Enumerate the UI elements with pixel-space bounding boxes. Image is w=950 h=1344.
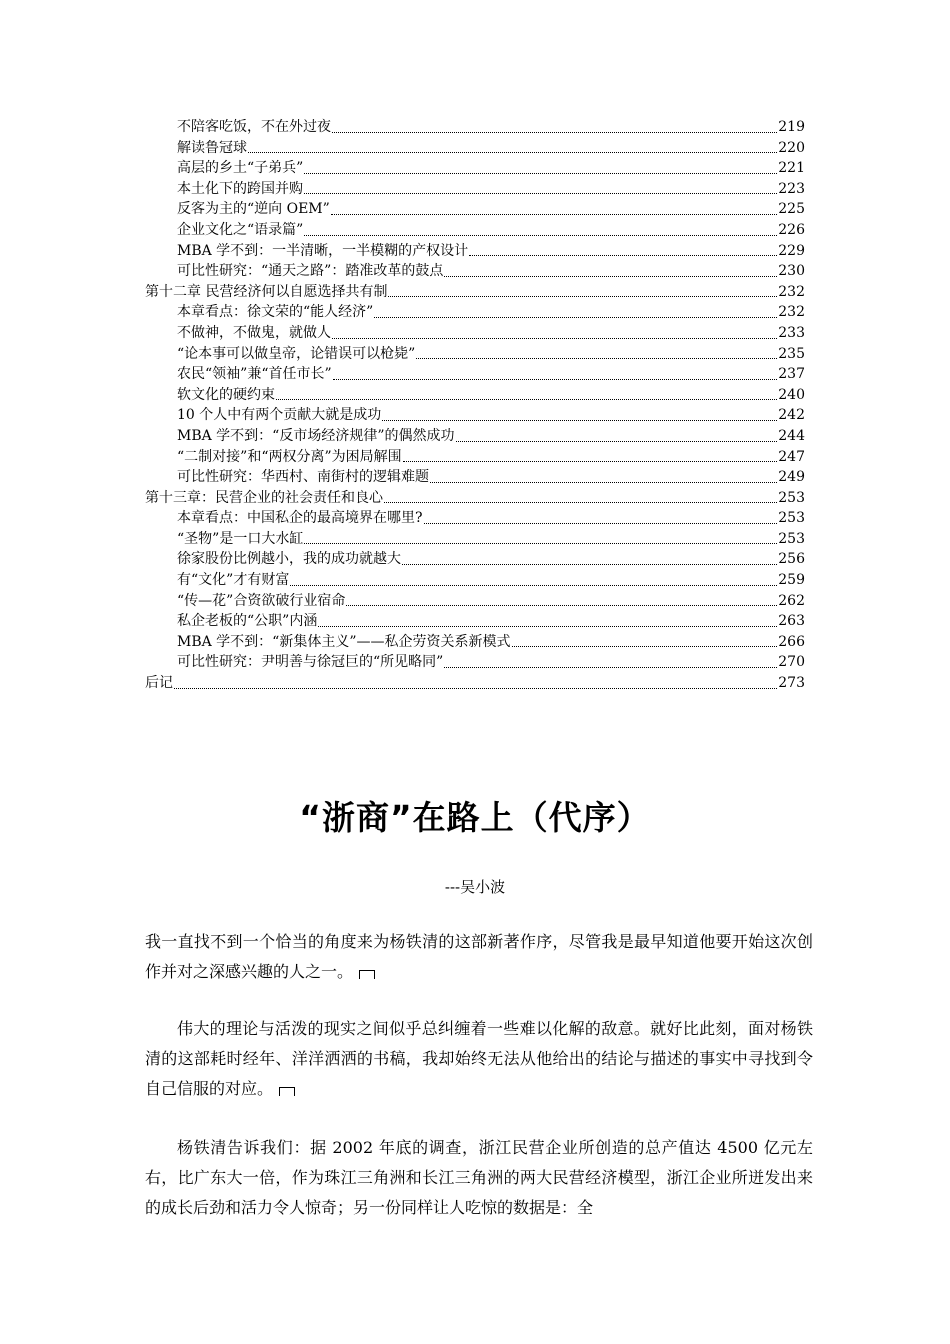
toc-entry[interactable] — [145, 138, 805, 159]
toc-entry-page: 273 — [778, 675, 805, 692]
toc-dot-leader — [318, 626, 777, 627]
toc-entry-page: 242 — [778, 407, 805, 424]
toc-dot-leader — [424, 523, 778, 524]
toc-dot-leader — [331, 214, 777, 215]
toc-dot-leader — [332, 132, 777, 133]
preface-title: “浙商”在路上（代序） — [299, 798, 651, 837]
toc-entry[interactable] — [145, 632, 805, 653]
toc-entry-title: 农民“领袖”兼“首任市长” — [177, 366, 332, 383]
toc-entry[interactable] — [145, 611, 805, 632]
toc-entry-page: 247 — [778, 448, 805, 465]
toc-entry[interactable] — [145, 467, 805, 488]
toc-entry-page: 240 — [778, 386, 805, 403]
toc-entry[interactable] — [145, 405, 805, 426]
preface-paragraph-2 — [145, 1014, 813, 1104]
footnote-marker-icon[interactable] — [359, 970, 375, 979]
toc-entry-title: 软文化的硬约束 — [177, 386, 275, 403]
toc-entry[interactable] — [145, 447, 805, 468]
paragraph-text: 伟大的理论与活泼的现实之间似乎总纠缠着一些难以化解的敌意。就好比此刻，面对杨铁清的这部耗时经年、洋洋洒洒的书稿，我却始终无法从他给出的结论与描述的事实中寻找到令自己信服的对应。 — [145, 1019, 813, 1098]
toc-entry-title: 本土化下的跨国并购 — [177, 180, 303, 197]
toc-entry[interactable] — [145, 488, 805, 509]
toc-entry-title: 可比性研究：“通天之路”：踏准改革的鼓点 — [177, 263, 444, 280]
toc-entry-page: 223 — [778, 180, 805, 197]
toc-entry-page: 249 — [778, 469, 805, 486]
toc-entry-title: 本章看点：中国私企的最高境界在哪里? — [177, 510, 423, 527]
toc-dot-leader — [346, 605, 777, 606]
toc-entry[interactable] — [145, 549, 805, 570]
toc-entry[interactable] — [145, 652, 805, 673]
toc-dot-leader — [304, 235, 777, 236]
toc-entry-title: MBA 学不到：“新集体主义”——私企劳资关系新模式 — [177, 633, 511, 650]
toc-dot-leader — [290, 585, 777, 586]
toc-entry-title: 第十三章：民营企业的社会责任和良心 — [145, 489, 383, 506]
toc-entry-title: “圣物”是一口大水缸 — [177, 530, 304, 547]
toc-entry-title: 不陪客吃饭，不在外过夜 — [177, 119, 331, 135]
toc-dot-leader — [402, 564, 777, 565]
toc-dot-leader — [304, 193, 777, 194]
toc-dot-leader — [333, 379, 778, 380]
toc-entry-title: 不做神，不做鬼，就做人 — [177, 324, 331, 341]
toc-entry-page: 235 — [778, 345, 805, 362]
toc-entry-page: 221 — [778, 160, 805, 177]
toc-dot-leader — [174, 688, 777, 689]
toc-entry-title: “论本事可以做皇帝，论错误可以枪毙” — [177, 345, 416, 362]
toc-entry[interactable] — [145, 302, 805, 323]
toc-dot-leader — [469, 255, 777, 256]
toc-dot-leader — [248, 152, 777, 153]
toc-dot-leader — [512, 646, 778, 647]
toc-entry-page: 220 — [778, 139, 805, 156]
toc-entry[interactable] — [145, 282, 805, 303]
toc-entry-title: 私企老板的“公职”内涵 — [177, 613, 318, 630]
toc-entry-page: 244 — [778, 427, 805, 444]
toc-entry-page: 253 — [778, 510, 805, 527]
toc-entry[interactable] — [145, 426, 805, 447]
toc-dot-leader — [374, 317, 777, 318]
toc-dot-leader — [444, 276, 777, 277]
toc-entry[interactable] — [145, 261, 805, 282]
toc-entry[interactable] — [145, 591, 805, 612]
toc-entry-page: 253 — [778, 489, 805, 506]
toc-entry[interactable] — [145, 570, 805, 591]
toc-entry-title: MBA 学不到：一半清晰，一半模糊的产权设计 — [177, 242, 469, 259]
toc-entry-title: 可比性研究：尹明善与徐冠巨的“所见略同” — [177, 654, 444, 671]
toc-entry-page: 262 — [778, 592, 805, 609]
toc-entry-page: 237 — [778, 366, 805, 383]
footnote-marker-icon[interactable] — [279, 1087, 295, 1096]
toc-entry-page: 226 — [778, 221, 805, 238]
toc-entry-title: 反客为主的“逆向 OEM” — [177, 201, 330, 218]
toc-dot-leader — [403, 461, 778, 462]
toc-entry-page: 232 — [778, 283, 805, 300]
toc-entry-page: 232 — [778, 304, 805, 321]
toc-dot-leader — [384, 502, 777, 503]
toc-entry[interactable] — [145, 158, 805, 179]
toc-entry-page: 263 — [778, 613, 805, 630]
toc-entry-title: 10 个人中有两个贡献大就是成功 — [177, 407, 382, 424]
toc-entry[interactable] — [145, 241, 805, 262]
toc-dot-leader — [304, 543, 777, 544]
toc-entry-title: 高层的乡土“子弟兵” — [177, 160, 304, 177]
table-of-contents — [145, 117, 805, 694]
toc-entry-page: 230 — [778, 263, 805, 280]
preface-paragraph-1 — [145, 927, 813, 987]
toc-dot-leader — [430, 482, 777, 483]
toc-dot-leader — [388, 296, 777, 297]
toc-dot-leader — [332, 338, 777, 339]
toc-entry[interactable] — [145, 199, 805, 220]
toc-dot-leader — [276, 399, 777, 400]
toc-entry-page: 259 — [778, 572, 805, 589]
preface-author: ---吴小波 — [444, 878, 506, 896]
toc-entry-title: “传—花”合资欲破行业宿命 — [177, 592, 346, 609]
toc-entry-title: 有“文化”才有财富 — [177, 572, 290, 589]
toc-entry-title: 可比性研究：华西村、南街村的逻辑难题 — [177, 469, 429, 486]
toc-entry[interactable] — [145, 529, 805, 550]
toc-entry-title: 解读鲁冠球 — [177, 139, 247, 156]
toc-entry-page: 256 — [778, 551, 805, 568]
toc-entry[interactable] — [145, 385, 805, 406]
toc-entry[interactable] — [145, 323, 805, 344]
toc-dot-leader — [444, 667, 777, 668]
toc-entry-page: 253 — [778, 530, 805, 547]
toc-entry[interactable] — [145, 117, 805, 138]
toc-entry[interactable] — [145, 364, 805, 385]
toc-entry-page: 266 — [778, 633, 805, 650]
toc-entry-title: MBA 学不到：“反市场经济规律”的偶然成功 — [177, 427, 455, 444]
toc-entry[interactable] — [145, 179, 805, 200]
toc-entry[interactable] — [145, 508, 805, 529]
preface-paragraph-3: 杨铁清告诉我们：据 2002 年底的调查，浙江民营企业所创造的总产值达 4500 亿元左右，比广东大一倍，作为珠江三角洲和长江三角洲的两大民营经济模型，浙江企业所迸发出来的成长后劲和活力令人惊奇；另一份同样让人吃惊的数据是：全 — [145, 1138, 813, 1217]
toc-entry-page: 233 — [778, 324, 805, 341]
toc-dot-leader — [416, 358, 777, 359]
toc-entry-title: 本章看点：徐文荣的“能人经济” — [177, 304, 374, 321]
toc-entry-title: 企业文化之“语录篇” — [177, 221, 304, 238]
toc-entry-page: 225 — [778, 201, 805, 218]
toc-entry-title: 徐家股份比例越小，我的成功就越大 — [177, 551, 401, 568]
toc-entry-title: 后记 — [145, 675, 173, 692]
toc-dot-leader — [304, 173, 777, 174]
toc-entry-page: 270 — [778, 654, 805, 671]
toc-dot-leader — [382, 420, 777, 421]
toc-entry[interactable] — [145, 220, 805, 241]
toc-entry[interactable] — [145, 673, 805, 694]
toc-dot-leader — [456, 441, 778, 442]
toc-entry-title: 第十二章 民营经济何以自愿选择共有制 — [145, 283, 388, 300]
toc-entry-title: “二制对接”和“两权分离”为困局解围 — [177, 448, 402, 465]
toc-entry-page: 219 — [778, 119, 805, 135]
toc-entry[interactable] — [145, 344, 805, 365]
paragraph-text: 我一直找不到一个恰当的角度来为杨铁清的这部新著作序，尽管我是最早知道他要开始这次创作并对之深感兴趣的人之一。 — [145, 932, 813, 981]
toc-entry-page: 229 — [778, 242, 805, 259]
